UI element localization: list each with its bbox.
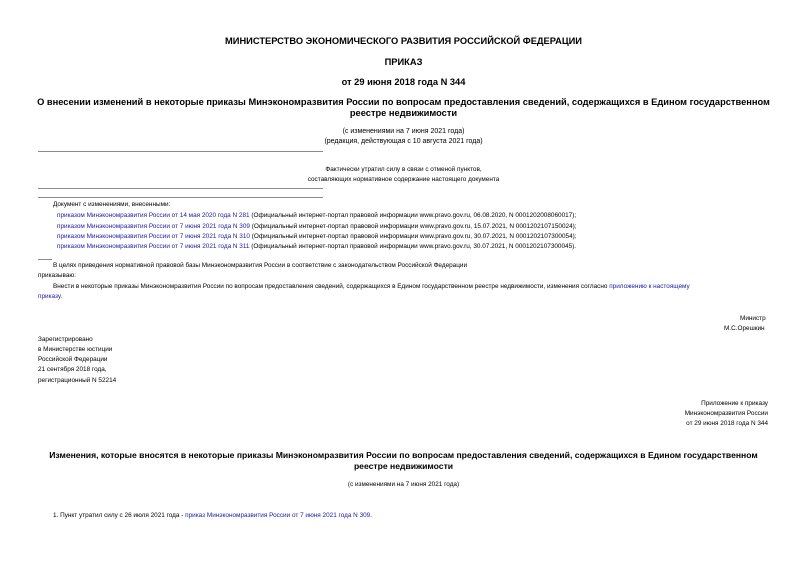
- amendment-item: [57, 233, 577, 240]
- appendix-ref-line2: Минэкономразвития России: [684, 410, 768, 417]
- amendment-item: [57, 212, 576, 219]
- divider-line: [38, 188, 323, 189]
- amendment-item: [57, 223, 577, 230]
- registration-line2: в Министерстве юстиции: [38, 346, 113, 353]
- lost-force-line2: составляющих нормативное содержание настоящего документа: [307, 176, 500, 183]
- amendment-source: (Официальный интернет-портал правовой информации www.pravo.gov.ru, 30.07.2021, N 0001202107300045).: [249, 243, 577, 250]
- amendment-link[interactable]: приказом Минэкономразвития России от 7 июня 2021 года N 309: [57, 223, 250, 230]
- appendix-ref-line3: от 29 июня 2018 года N 344: [686, 420, 768, 427]
- doc-type-heading: ПРИКАЗ: [384, 57, 423, 67]
- appendix-title-line2: реестре недвижимости: [353, 461, 454, 471]
- appendix-ref-line1: Приложение к приказу: [701, 400, 768, 407]
- purpose-line1: В целях приведения нормативной правовой базы Минэкономразвития России в соответствие с законодательством Российской Федерации: [53, 262, 468, 269]
- appendix-link[interactable]: приложению к настоящему: [609, 283, 690, 290]
- amendment-source: (Официальный интернет-портал правовой информации www.pravo.gov.ru, 30.07.2021, N 0001202107300054);: [249, 233, 577, 240]
- amendment-link[interactable]: приказом Минэкономразвития России от 14 мая 2020 года N 281: [57, 212, 250, 219]
- doc-date-number: от 29 июня 2018 года N 344: [341, 77, 466, 87]
- purpose-line2: приказываю:: [38, 272, 76, 279]
- edition-note: (редакция, действующая с 10 августа 2021 года): [324, 138, 483, 145]
- doc-title-line2: реестре недвижимости: [349, 108, 458, 118]
- changes-note: (с изменениями на 7 июня 2021 года): [342, 128, 465, 135]
- order-text: Внести в некоторые приказы Минэкономразвития России по вопросам предоставления сведений, содержащихся в Едином государственном реестре недвижимости, изменения согласно: [53, 283, 610, 290]
- registration-line3: Российской Федерации: [38, 356, 108, 363]
- amendment-item: [57, 243, 576, 250]
- divider-line: [38, 197, 323, 198]
- amendment-source: (Официальный интернет-портал правовой информации www.pravo.gov.ru, 06.08.2020, N 0001202008060017);: [249, 212, 577, 219]
- divider-line: [38, 259, 52, 260]
- registration-line4: 21 сентября 2018 года,: [38, 366, 107, 373]
- amendment-link[interactable]: приказом Минэкономразвития России от 7 июня 2021 года N 311: [57, 243, 250, 250]
- signature-name: М.С.Орешкин: [724, 325, 765, 332]
- appendix-item-text: 1. Пункт утратил силу с 26 июля 2021 года -: [53, 512, 186, 519]
- doc-title-line1: О внесении изменений в некоторые приказы Минэкономразвития России по вопросам предоставления сведений, содержащихся в Едином государственном: [37, 97, 770, 107]
- registration-line1: Зарегистрировано: [38, 336, 93, 343]
- order-paragraph-line1: [53, 283, 690, 290]
- amendment-source: (Официальный интернет-портал правовой информации www.pravo.gov.ru, 15.07.2021, N 0001202107150024);: [249, 223, 577, 230]
- order-paragraph-line2: приказу.: [38, 293, 63, 300]
- lost-force-line1: Фактически утратил силу в связи с отменой пунктов,: [325, 166, 482, 173]
- amendments-intro: Документ с изменениями, внесенными:: [53, 201, 171, 208]
- appendix-title-line1: Изменения, которые вносятся в некоторые приказы Минэкономразвития России по вопросам предоставления сведений, содержащихся в Едином государственном: [49, 450, 758, 460]
- registration-line5: регистрационный N 52214: [38, 377, 117, 384]
- divider-line: [38, 151, 323, 152]
- amendment-link[interactable]: приказом Минэкономразвития России от 7 июня 2021 года N 310: [57, 233, 250, 240]
- ministry-heading: МИНИСТЕРСТВО ЭКОНОМИЧЕСКОГО РАЗВИТИЯ РОССИЙСКОЙ ФЕДЕРАЦИИ: [225, 36, 582, 46]
- appendix-item-link[interactable]: приказ Минэкономразвития России от 7 июня 2021 года N 309: [185, 512, 371, 519]
- appendix-item-1: 1. Пункт утратил силу с 26 июля 2021 года - приказ Минэкономразвития России от 7 июня 2021 года N 309.: [53, 512, 373, 519]
- signature-position: Министр: [740, 315, 766, 322]
- appendix-changes-note: (с изменениями на 7 июня 2021 года): [347, 481, 460, 488]
- appendix-link-cont[interactable]: приказу: [38, 293, 61, 300]
